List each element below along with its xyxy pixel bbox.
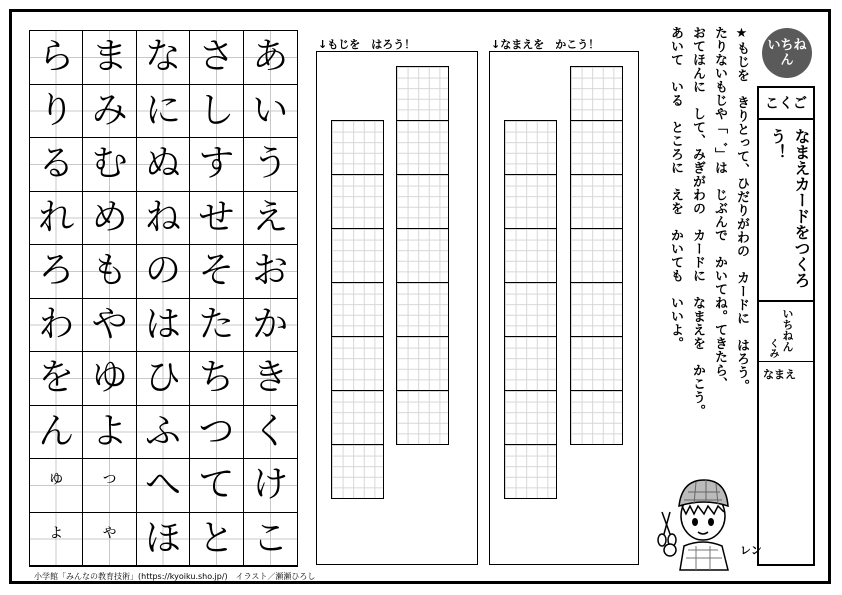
card-box bbox=[397, 175, 448, 229]
kana-cell: へ bbox=[137, 459, 190, 513]
card-box bbox=[505, 391, 556, 445]
kana-cell: み bbox=[83, 85, 136, 139]
card-box bbox=[571, 229, 622, 283]
scissors-icon bbox=[658, 512, 676, 546]
instruction-line: ★もじを きりとって、ひだりがわの カードに はろう。 bbox=[734, 26, 749, 393]
kana-cell: ほ bbox=[137, 513, 190, 567]
kana-cell: な bbox=[137, 31, 190, 85]
kana-cell: は bbox=[137, 299, 190, 353]
kana-cell: を bbox=[30, 352, 83, 406]
kana-cell: け bbox=[244, 459, 297, 513]
card-box bbox=[571, 337, 622, 391]
class-field bbox=[759, 300, 813, 362]
boy-detective-illustration bbox=[648, 470, 762, 570]
card-box bbox=[505, 337, 556, 391]
kana-cell: ね bbox=[137, 192, 190, 246]
paste-card-panel bbox=[316, 51, 478, 565]
character-name: レン bbox=[740, 544, 762, 557]
card-box bbox=[397, 391, 448, 444]
card-box bbox=[571, 391, 622, 444]
kana-cell: た bbox=[190, 299, 243, 353]
kana-cell: ふ bbox=[137, 406, 190, 460]
instruction-line: おてほんに して、みぎがわの カードに なまえを かこう。 bbox=[690, 26, 705, 418]
title-frame bbox=[757, 86, 815, 566]
footer-credit: 小学館「みんなの教育技術」(https://kyoiku.sho.jp/) イラスト／瀬瀬ひろし bbox=[34, 572, 316, 581]
kana-cell: ょ bbox=[30, 513, 83, 567]
kana-cell: つ bbox=[190, 406, 243, 460]
kana-cell: れ bbox=[30, 192, 83, 246]
card-box bbox=[505, 445, 556, 498]
instructions bbox=[648, 26, 752, 466]
card-box bbox=[571, 67, 622, 121]
card-box bbox=[397, 67, 448, 121]
card-box bbox=[332, 337, 383, 391]
kana-cell: ゃ bbox=[83, 513, 136, 567]
kana-cell: え bbox=[244, 192, 297, 246]
kana-cell: す bbox=[190, 138, 243, 192]
name-box-column bbox=[504, 120, 557, 499]
kana-cell: て bbox=[190, 459, 243, 513]
kana-cell: ゆ bbox=[83, 352, 136, 406]
card-box bbox=[332, 229, 383, 283]
kana-cell: こ bbox=[244, 513, 297, 567]
name-panel-label: ↓なまえを かこう！ bbox=[491, 38, 600, 51]
kana-cell: ひ bbox=[137, 352, 190, 406]
kana-cell: ぬ bbox=[137, 138, 190, 192]
kana-cell: せ bbox=[190, 192, 243, 246]
page-title: なまえカードをつくろう！ bbox=[768, 128, 811, 288]
kana-cell: か bbox=[244, 299, 297, 353]
grade-badge: いちねん bbox=[762, 28, 812, 78]
card-box bbox=[505, 283, 556, 337]
kana-cell: よ bbox=[83, 406, 136, 460]
card-box bbox=[571, 175, 622, 229]
kana-cell: き bbox=[244, 352, 297, 406]
kana-cell: と bbox=[190, 513, 243, 567]
kana-cell: そ bbox=[190, 245, 243, 299]
card-box bbox=[505, 175, 556, 229]
kana-cell: い bbox=[244, 85, 297, 139]
kana-cell: あ bbox=[244, 31, 297, 85]
kana-cell: も bbox=[83, 245, 136, 299]
card-box bbox=[397, 121, 448, 175]
kana-cell: っ bbox=[83, 459, 136, 513]
kana-cell: ら bbox=[30, 31, 83, 85]
kana-cell: る bbox=[30, 138, 83, 192]
card-box bbox=[505, 229, 556, 283]
card-box bbox=[397, 283, 448, 337]
card-box bbox=[332, 445, 383, 498]
name-box-column bbox=[570, 66, 623, 445]
card-box bbox=[505, 121, 556, 175]
card-box bbox=[332, 283, 383, 337]
kana-cell: わ bbox=[30, 299, 83, 353]
kumi-label: くみ bbox=[767, 338, 778, 358]
kana-cell: め bbox=[83, 192, 136, 246]
card-box bbox=[397, 229, 448, 283]
kana-cell: ち bbox=[190, 352, 243, 406]
card-box bbox=[571, 121, 622, 175]
card-box bbox=[571, 283, 622, 337]
class-label: いちねん bbox=[781, 308, 794, 352]
kana-cell: の bbox=[137, 245, 190, 299]
card-box bbox=[332, 121, 383, 175]
kana-chart bbox=[29, 30, 298, 567]
card-box bbox=[397, 337, 448, 391]
instruction-line: たりないもじや「゛」は じぶんで かいてね。てきたら、 bbox=[712, 26, 727, 391]
instruction-line: あいて いる ところに えを かいても いいよ。 bbox=[668, 26, 683, 350]
name-field bbox=[759, 362, 813, 564]
paste-box-column bbox=[331, 120, 384, 499]
kana-cell: ん bbox=[30, 406, 83, 460]
kana-cell: さ bbox=[190, 31, 243, 85]
kana-cell: や bbox=[83, 299, 136, 353]
kana-cell: ま bbox=[83, 31, 136, 85]
card-box bbox=[332, 175, 383, 229]
subject-label: こくご bbox=[759, 88, 813, 120]
kana-cell: く bbox=[244, 406, 297, 460]
kana-cell: に bbox=[137, 85, 190, 139]
paste-box-column bbox=[396, 66, 449, 445]
kana-cell: む bbox=[83, 138, 136, 192]
kana-cell: お bbox=[244, 245, 297, 299]
name-card-panel bbox=[489, 51, 639, 565]
name-label: なまえ bbox=[763, 368, 796, 381]
kana-cell: ろ bbox=[30, 245, 83, 299]
paste-panel-label: ↓もじを はろう！ bbox=[318, 38, 416, 51]
card-box bbox=[332, 391, 383, 445]
kana-cell: ゅ bbox=[30, 459, 83, 513]
kana-cell: し bbox=[190, 85, 243, 139]
kana-cell: り bbox=[30, 85, 83, 139]
kana-cell: う bbox=[244, 138, 297, 192]
